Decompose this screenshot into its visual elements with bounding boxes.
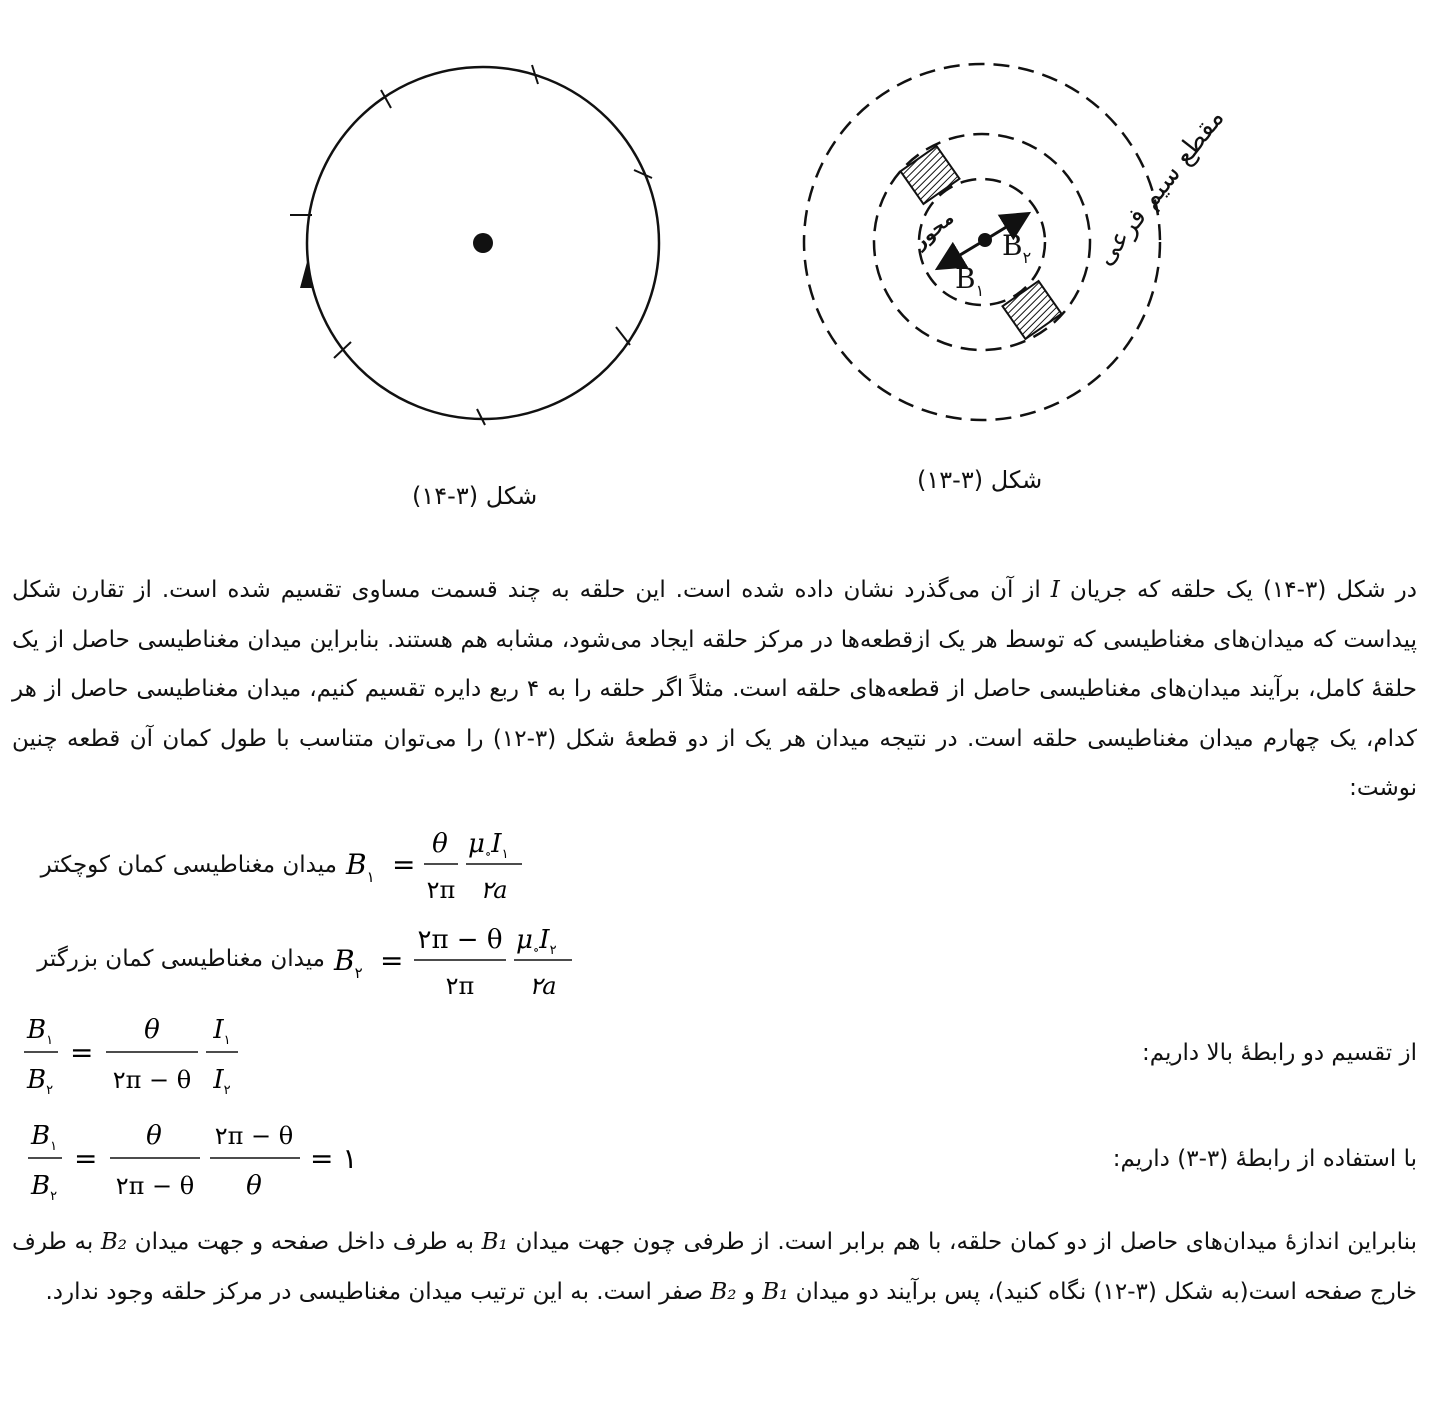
svg-text:μ∘I۲: $\mu_\circ I_۲$: [516, 925, 557, 958]
svg-text:= ۱: = ۱: [310, 1142, 358, 1175]
eq3-label: از تقسیم دو رابطهٔ بالا داریم:: [1141, 1040, 1417, 1066]
svg-text:۲a: ۲a: [529, 972, 557, 1000]
svg-text:θ: θ: [432, 829, 448, 859]
svg-text:=: =: [392, 848, 416, 881]
svg-text:B۲: $B_۲$: [30, 1171, 58, 1204]
svg-text:۲a: ۲a: [480, 876, 508, 904]
svg-text:I۱: $I_۱$: [213, 1015, 231, 1048]
cross-section-label: مقطع سیم فرعی: [1089, 103, 1231, 272]
eq4-label: با استفاده از رابطهٔ (۳-۳) داریم:: [1112, 1146, 1417, 1172]
figure-loop-divided: [280, 50, 680, 440]
axis-center-dot: [978, 233, 992, 247]
svg-text:θ: θ: [144, 1015, 160, 1045]
eq2-label: میدان مغناطیسی کمان بزرگتر: [37, 946, 325, 972]
figure-field-rings: [790, 55, 1231, 435]
svg-text:B۲: $B_۲$: [334, 944, 363, 982]
axis-label: محور: [909, 207, 959, 254]
wire-cross-section-bottom: [1003, 281, 1062, 339]
svg-text:μ∘I۱: $\mu_\circ I_۱$: [468, 829, 509, 862]
paragraph-intro: در شکل (۳-۱۴) یک حلقه که جریان I از آن می‌گذرد نشان داده شده است. این حلقه به چند قسمت مساوی تقسیم شده است. از تقارن شکل پیداست که میدان‌های مغناطیسی که توسط هر یک ازقطعه‌ها در مرکز حلقه ایجاد می‌شود، مشابه هم هستند. بنابراین میدان مغناطیسی حاصل از یک حلقهٔ کامل، برآیند میدان‌های مغناطیسی حاصل از قطعه‌های حلقه است. مثلاً اگر حلقه را به ۴ ربع دایره تقسیم کنیم، میدان مغناطیسی حاصل از هر کدام، یک چهارم میدان مغناطیسی حلقه است. در نتیجه میدان هر یک از دو قطعهٔ شکل (۳-۱۲) را می‌توان متناسب با طول کمان آن قطعه چنین نوشت:: [12, 577, 1418, 801]
b1-label: $B_۱$: [955, 262, 985, 300]
svg-text:B۱: $B_۱$: [30, 1121, 58, 1154]
svg-text:۲π − θ: ۲π − θ: [417, 925, 503, 955]
eq1-label: میدان مغناطیسی کمان کوچکتر: [40, 852, 337, 878]
svg-text:=: =: [70, 1036, 94, 1069]
svg-text:θ: θ: [246, 1171, 262, 1201]
wire-cross-section-top: [901, 146, 960, 204]
equation-large-arc-field: [330, 918, 590, 1008]
tick-mark: [477, 409, 485, 425]
b2-label: $B_۲$: [1002, 229, 1032, 267]
equation-field-ratio: [14, 1008, 254, 1103]
svg-text:=: =: [74, 1142, 98, 1175]
svg-text:B۱: $B_۱$: [26, 1015, 54, 1048]
paragraph-conclusion: بنابراین اندازهٔ میدان‌های حاصل از دو کمان حلقه، با هم برابر است. از طرفی چون جهت میدان B₁ به طرف داخل صفحه و جهت میدان B₂ به طرف خارج صفحه است(به شکل (۳-۱۲) نگاه کنید)، پس برآیند دو میدان B₁ و B₂ صفر است. به این ترتیب میدان مغناطیسی در مرکز حلقه وجود ندارد.: [12, 1229, 1417, 1305]
svg-text:۲π − θ: ۲π − θ: [214, 1122, 294, 1150]
equation-field-ratio-result: [14, 1114, 374, 1209]
svg-text:۲π: ۲π: [445, 972, 475, 1000]
svg-text:۲π: ۲π: [426, 876, 456, 904]
tick-mark: [616, 327, 630, 345]
svg-text:I۲: $I_۲$: [213, 1065, 231, 1098]
svg-text:=: =: [380, 944, 404, 977]
svg-text:B۲: $B_۲$: [26, 1065, 54, 1098]
svg-text:۲π − θ: ۲π − θ: [115, 1172, 195, 1200]
figure-left-caption: شکل (۳-۱۴): [412, 482, 538, 510]
current-direction-arrow: [300, 262, 314, 288]
loop-tick-marks: [290, 65, 652, 425]
figure-right-caption: شکل (۳-۱۳): [917, 466, 1043, 494]
svg-text:B۱: $B_۱$: [346, 848, 375, 886]
svg-text:θ: θ: [146, 1121, 162, 1151]
loop-center-dot: [473, 233, 493, 253]
svg-text:۲π − θ: ۲π − θ: [112, 1066, 192, 1094]
equation-small-arc-field: [340, 822, 540, 912]
